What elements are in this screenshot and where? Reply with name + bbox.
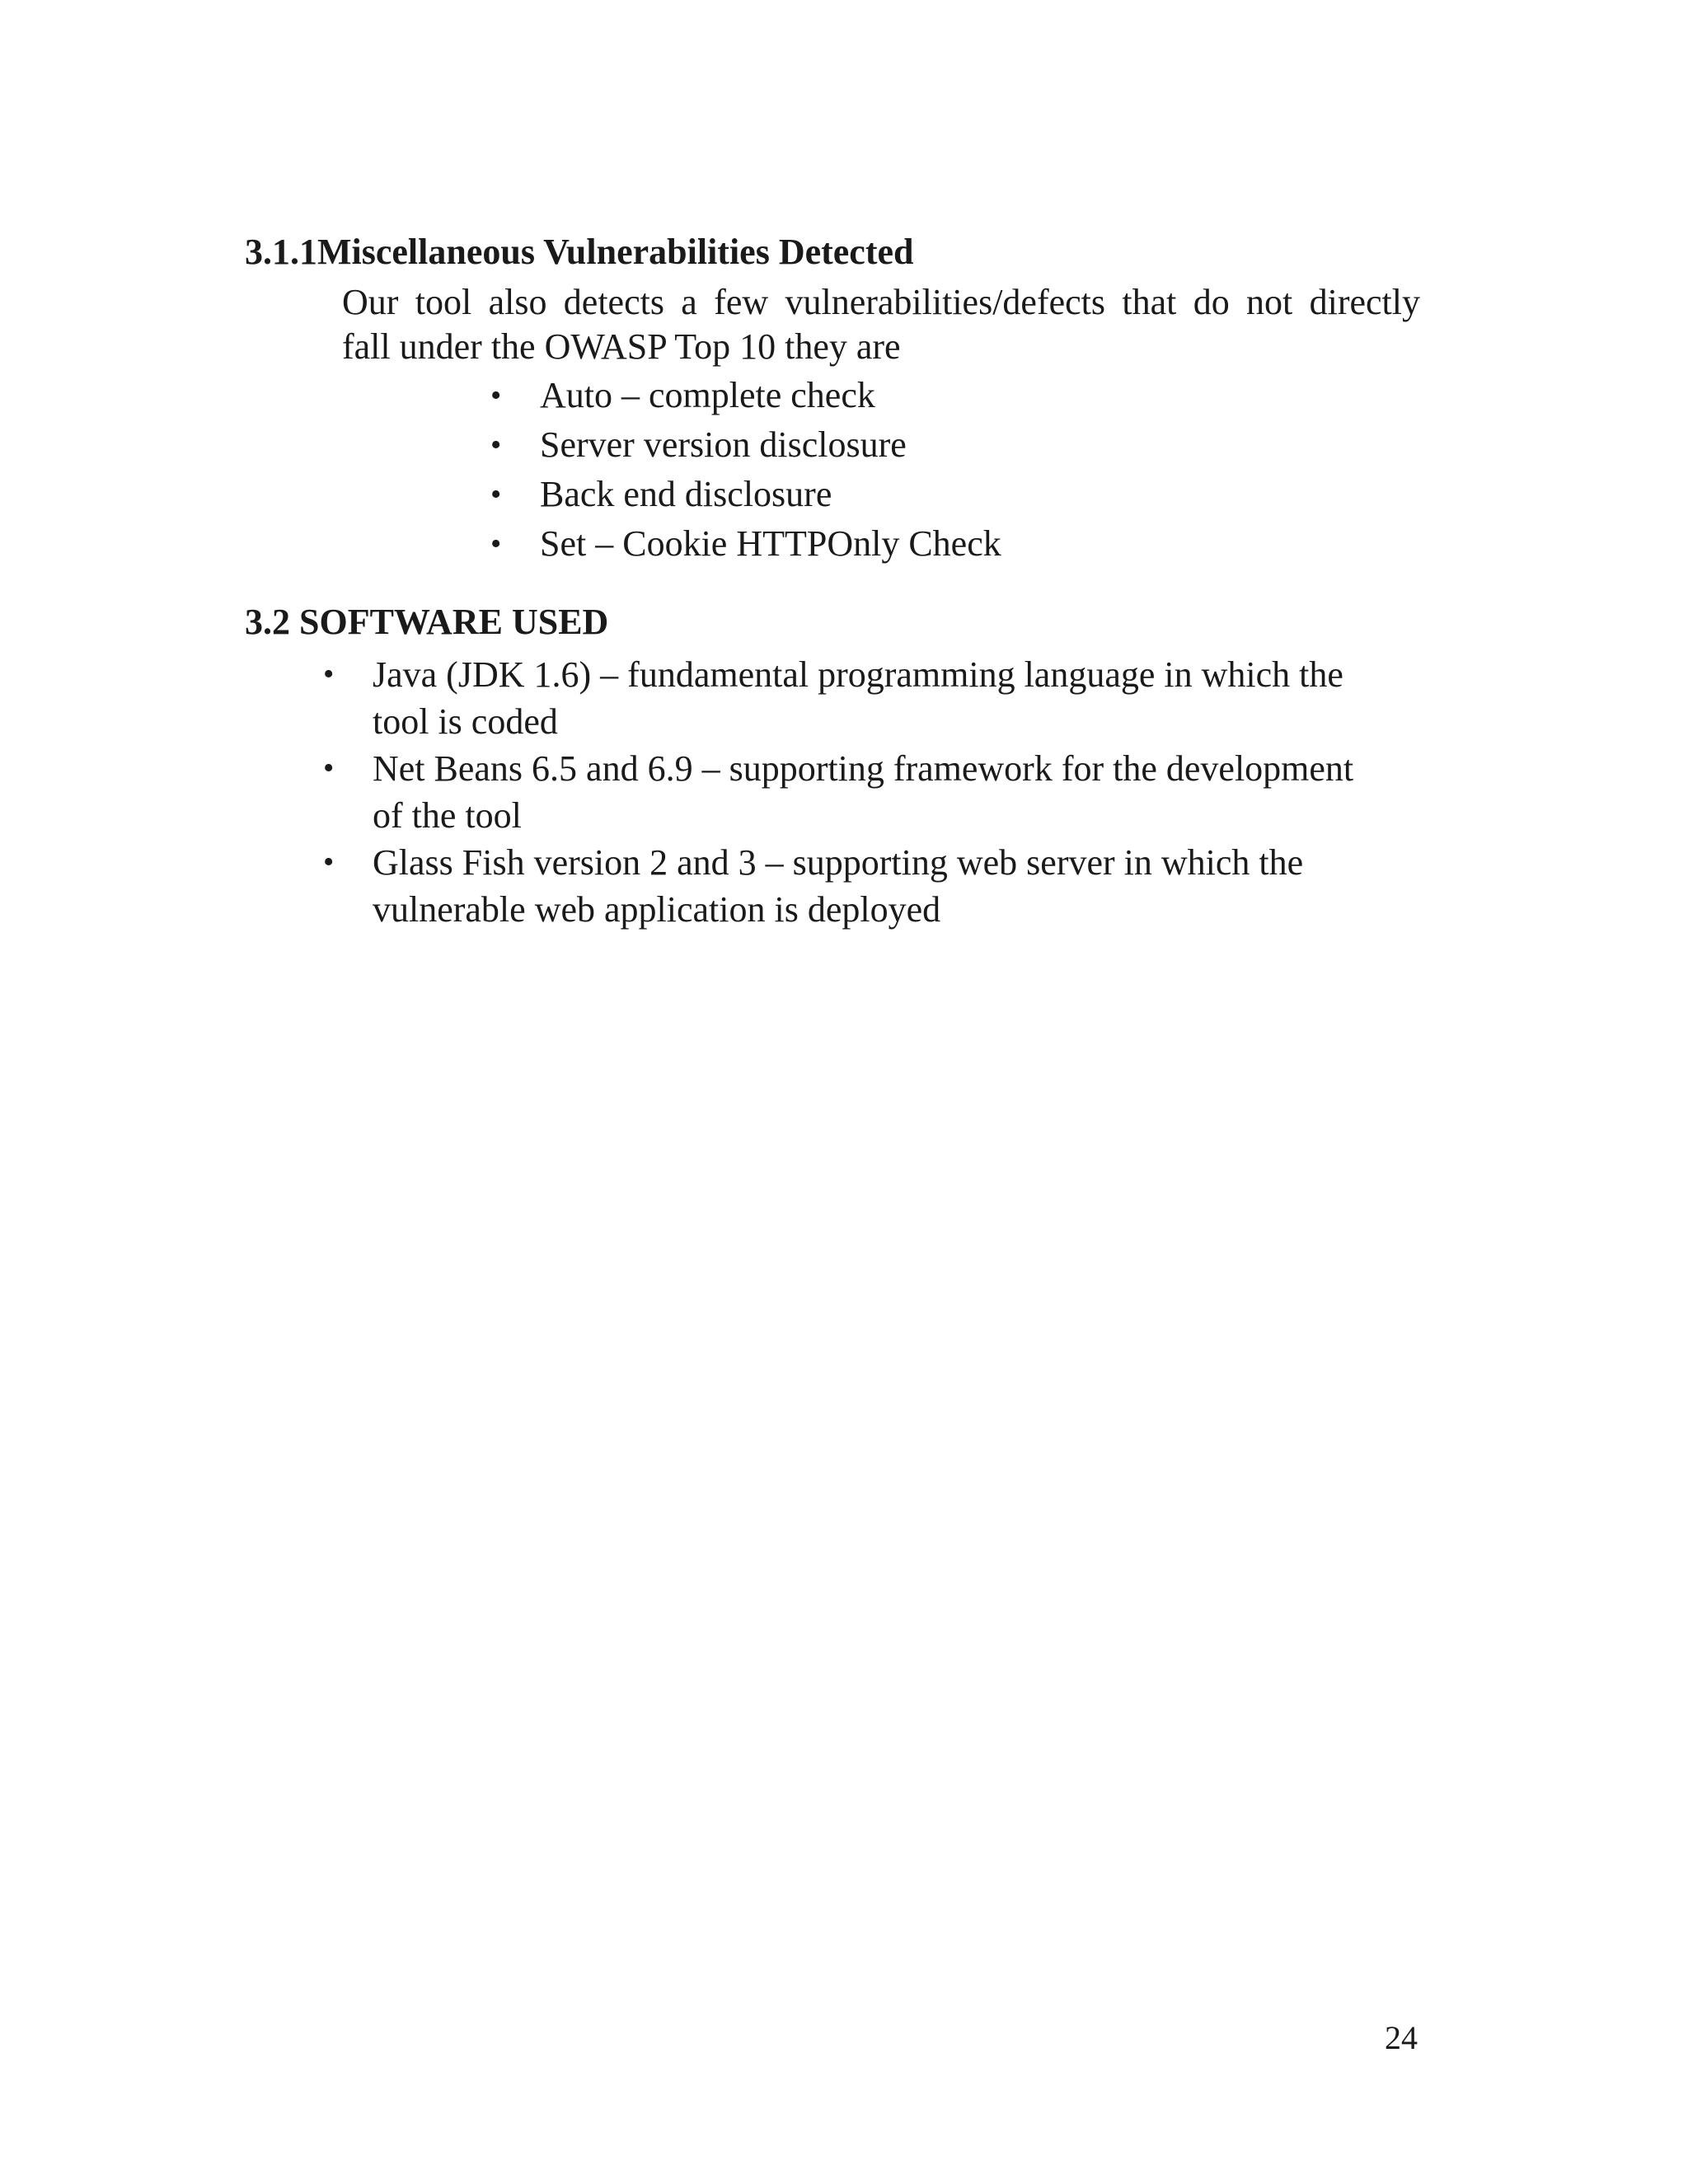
list-item-text: Server version disclosure [540,424,907,465]
page-number: 24 [1385,2019,1418,2056]
list-item-text [373,839,1428,933]
bullet-icon: • [490,527,502,561]
bullet-icon: • [490,428,502,462]
list-item-line: Java (JDK 1.6) – fundamental programming language in which the [373,654,1343,695]
bullet-icon: • [323,657,335,691]
bullet-icon: • [323,845,335,879]
list-item [490,420,1001,470]
paragraph-line-2: fall under the OWASP Top 10 they are [342,326,901,367]
list-item-text: Back end disclosure [540,474,832,514]
section-heading-3-1-1: 3.1.1Miscellaneous Vulnerabilities Detected [245,232,914,272]
bullet-icon: • [490,378,502,413]
bullet-icon: • [490,477,502,512]
section-3-1-1-paragraph [342,280,1420,369]
list-item [323,745,1428,839]
list-item-line: tool is coded [373,701,558,742]
bullet-icon: • [323,751,335,785]
list-item [490,470,1001,519]
list-item-text: Auto – complete check [540,375,875,415]
list-item-text: Set – Cookie HTTPOnly Check [540,523,1001,564]
vulnerability-list [490,371,1001,569]
list-item-text [373,651,1428,745]
list-item [323,651,1428,745]
list-item-line: Glass Fish version 2 and 3 – supporting web server in which the [373,842,1304,883]
software-list [323,651,1428,933]
list-item [490,371,1001,420]
list-item-line: Net Beans 6.5 and 6.9 – supporting framework for the development [373,748,1354,789]
section-heading-3-2: 3.2 SOFTWARE USED [245,602,609,642]
list-item-text [373,745,1428,839]
list-item [490,519,1001,569]
list-item-line: of the tool [373,795,522,836]
list-item-line: vulnerable web application is deployed [373,889,941,930]
list-item [323,839,1428,933]
paragraph-line-1: Our tool also detects a few vulnerabilities/defects that do not directly [342,282,1420,322]
